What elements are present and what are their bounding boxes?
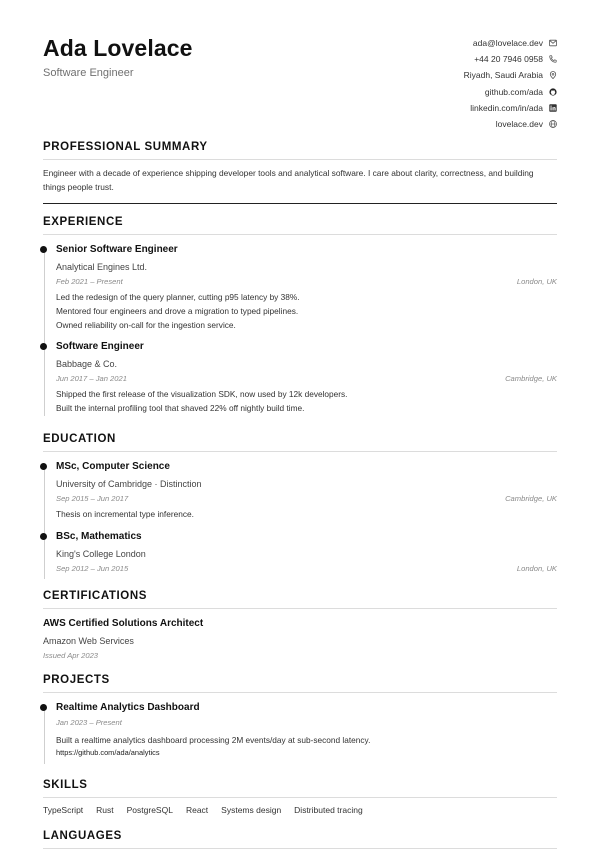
resume-header (43, 34, 557, 134)
entry-meta (56, 374, 557, 384)
job-title: Senior Software Engineer (56, 244, 178, 255)
skill-item: Rust (96, 804, 114, 815)
skill-item: React (185, 804, 209, 815)
experience-section-title: EXPERIENCE (43, 215, 557, 235)
project-title: Realtime Analytics Dashboard (56, 701, 200, 713)
section-divider (43, 203, 557, 204)
entry-meta (56, 564, 557, 579)
contact-linkedin[interactable] (464, 100, 557, 116)
certification-issued: Issued Apr 2023 (43, 650, 99, 660)
bullet-item: Mentored four engineers and drove a migration to typed pipelines. (56, 305, 299, 316)
company-name: Babbage & Co. (56, 359, 118, 370)
education-entry (56, 531, 557, 579)
contact-linkedin-text[interactable]: linkedin.com/in/ada (470, 102, 543, 113)
mail-icon (549, 39, 557, 47)
bullet-item: Built a realtime analytics dashboard processing 2M events/day at sub-second latency. (56, 734, 371, 745)
timeline-dot (40, 343, 47, 350)
contact-phone[interactable] (464, 51, 557, 67)
education-section-title: EDUCATION (43, 432, 557, 452)
skills-section-title: SKILLS (43, 778, 557, 798)
certifications-section (43, 589, 557, 661)
contact-location (464, 67, 557, 83)
timeline-dot (40, 704, 47, 711)
summary-section-title: PROFESSIONAL SUMMARY (43, 140, 557, 160)
timeline-dot (40, 246, 47, 253)
contact-list (464, 35, 557, 132)
entry-dates: Sep 2012 – Jun 2015 (56, 563, 129, 573)
summary-section (43, 140, 557, 204)
candidate-role: Software Engineer (43, 67, 134, 79)
skills-list (43, 805, 557, 815)
job-title: Software Engineer (56, 341, 144, 353)
education-timeline (43, 461, 557, 579)
entry-dates: Jan 2023 – Present (56, 717, 122, 727)
bullet-item: Led the redesign of the query planner, cutting p95 latency by 38%. (56, 292, 300, 302)
timeline-dot (40, 463, 47, 470)
education-section (43, 432, 557, 579)
skill-item: Distributed tracing (294, 804, 363, 815)
certification-issuer: Amazon Web Services (43, 635, 134, 646)
contact-email[interactable] (464, 35, 557, 51)
contact-phone-text[interactable]: +44 20 7946 0958 (474, 54, 543, 65)
languages-section (43, 829, 557, 849)
entry-location: London, UK (516, 277, 557, 286)
entry-meta (56, 277, 557, 287)
bullet-item: Built the internal profiling tool that shaved 22% off nightly build time. (56, 403, 305, 414)
summary-text: Engineer with a decade of experience shipping developer tools and analytical software. I care about clarity, correctness, and building things people trust. (43, 168, 534, 192)
projects-section (43, 673, 557, 764)
entry-location: London, UK (516, 563, 557, 573)
entry-meta (56, 494, 557, 504)
location-pin-icon (549, 71, 557, 79)
entry-meta (56, 718, 557, 728)
education-entry (56, 461, 557, 522)
experience-entry (56, 341, 557, 416)
degree-title: BSc, Mathematics (56, 530, 142, 542)
entry-bullets (56, 508, 557, 522)
bullet-item: Thesis on incremental type inference. (56, 508, 194, 519)
contact-github[interactable] (464, 84, 557, 100)
company-name: Analytical Engines Ltd. (56, 262, 148, 272)
certifications-section-title: CERTIFICATIONS (43, 589, 557, 609)
linkedin-icon (549, 104, 557, 112)
entry-bullets (56, 291, 557, 332)
project-link[interactable]: https://github.com/ada/analytics (56, 747, 160, 757)
experience-entry (56, 244, 557, 332)
project-entry (56, 702, 557, 764)
entry-dates: Jun 2017 – Jan 2021 (56, 374, 127, 384)
globe-icon (549, 120, 557, 128)
entry-location: Cambridge, UK (505, 374, 557, 384)
skill-item: TypeScript (43, 804, 84, 815)
timeline-dot (40, 533, 47, 540)
entry-dates: Feb 2021 – Present (56, 277, 123, 286)
experience-section (43, 215, 557, 416)
certification-title: AWS Certified Solutions Architect (43, 617, 204, 629)
projects-timeline (43, 702, 557, 764)
school-name: University of Cambridge · Distinction (56, 478, 202, 489)
entry-bullets (56, 388, 557, 416)
contact-website-text[interactable]: lovelace.dev (495, 119, 543, 130)
experience-timeline (43, 244, 557, 416)
candidate-name: Ada Lovelace (43, 35, 193, 61)
resume-page (43, 34, 557, 849)
degree-title: MSc, Computer Science (56, 460, 170, 472)
school-name: King's College London (56, 548, 146, 559)
phone-icon (549, 55, 557, 63)
entry-location: Cambridge, UK (505, 493, 557, 503)
contact-website[interactable] (464, 116, 557, 132)
entry-dates: Sep 2015 – Jun 2017 (56, 493, 129, 503)
skill-item: Systems design (221, 804, 282, 815)
bullet-item: Shipped the first release of the visualization SDK, now used by 12k developers. (56, 389, 348, 400)
entry-bullets (56, 734, 557, 748)
contact-github-text[interactable]: github.com/ada (484, 86, 543, 97)
projects-section-title: PROJECTS (43, 673, 557, 693)
contact-location-text: Riyadh, Saudi Arabia (463, 70, 543, 81)
skill-item: PostgreSQL (126, 804, 173, 815)
github-icon (549, 88, 557, 96)
timeline-rail (44, 252, 45, 416)
certification-entry (43, 618, 557, 661)
timeline-rail (44, 710, 45, 764)
contact-email-text[interactable]: ada@lovelace.dev (472, 38, 543, 49)
skills-section (43, 778, 557, 815)
bullet-item: Owned reliability on-call for the ingestion service. (56, 319, 236, 330)
entry-meta (43, 651, 557, 661)
languages-section-title: LANGUAGES (43, 829, 557, 849)
timeline-rail (44, 469, 45, 579)
